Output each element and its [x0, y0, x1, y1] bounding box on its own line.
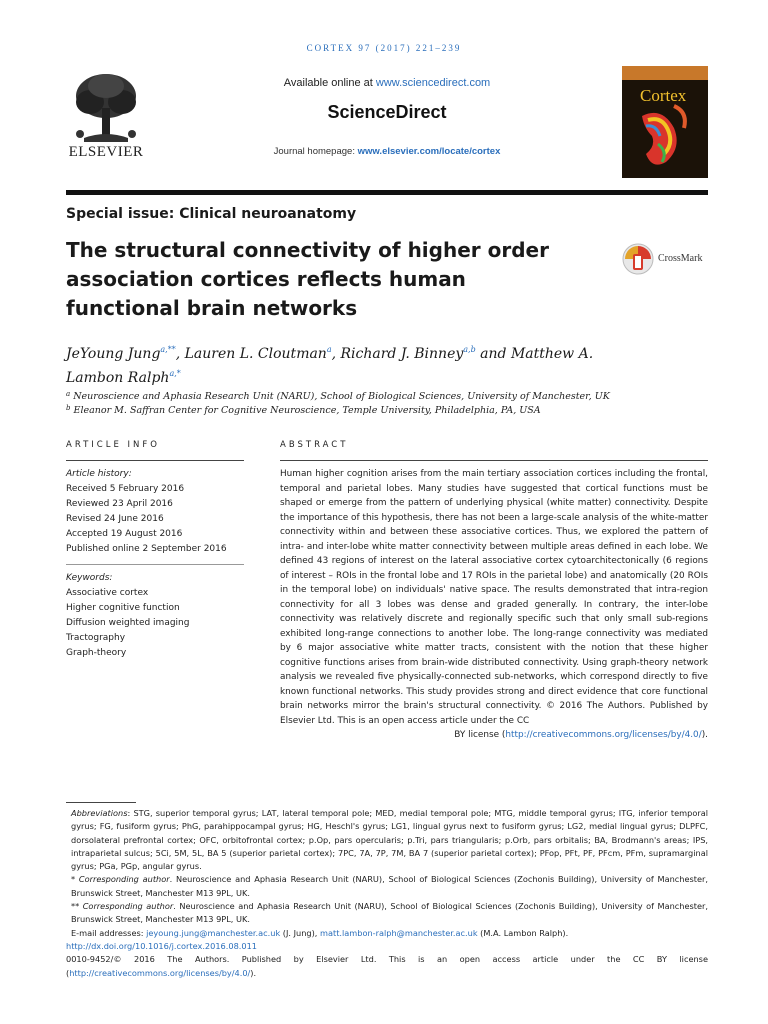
affiliation-mark: a: [66, 390, 71, 398]
history-item: Published online 2 September 2016: [66, 544, 227, 554]
email-link[interactable]: jeyoung.jung@manchester.ac.uk: [146, 927, 281, 938]
corresponding-text: . Neuroscience and Aphasia Research Unit (NARU), School of Biological Sciences (Zochonis Building), University of Manchester, Brunswick Street, Manchester M13 9PL, UK.: [71, 874, 708, 898]
publisher-name: ELSEVIER: [68, 144, 144, 160]
abstract-body: [280, 467, 708, 728]
crossmark-label: CrossMark: [658, 253, 703, 264]
cover-title: Cortex: [640, 86, 687, 105]
journal-homepage-link[interactable]: www.elsevier.com/locate/cortex: [357, 146, 501, 157]
special-issue-label: Special issue: Clinical neuroanatomy: [66, 206, 357, 222]
footnote-mark: **: [71, 901, 83, 912]
available-online-line: [66, 77, 708, 89]
footnotes: [66, 807, 708, 980]
affiliation-text: Neuroscience and Aphasia Research Unit (NARU), School of Biological Sciences, University of Manchester, UK: [73, 391, 610, 402]
article-title: The structural connectivity of higher order association cortices reflects human functional brain networks: [66, 238, 549, 320]
affiliation-mark: b: [66, 404, 71, 412]
author-affil-mark[interactable]: a: [326, 345, 332, 354]
corresponding-author-note: [66, 873, 708, 900]
corresponding-text: . Neuroscience and Aphasia Research Unit (NARU), School of Biological Sciences (Zochonis Building), University of Manchester, Brunswick Street, Manchester M13 9PL, UK.: [71, 901, 708, 925]
journal-masthead: [66, 62, 708, 184]
license-prefix: BY license (: [454, 730, 506, 740]
author-name: JeYoung Jung: [66, 346, 161, 362]
issn-suffix: ).: [250, 967, 257, 978]
email-owner: (J. Jung),: [280, 927, 320, 938]
keywords: [66, 564, 244, 661]
sciencedirect-link[interactable]: www.sciencedirect.com: [375, 77, 491, 89]
history-item: Accepted 19 August 2016: [66, 529, 183, 539]
abstract-section: [280, 440, 708, 743]
affiliation-a: [66, 390, 666, 402]
history-item: Revised 24 June 2016: [66, 514, 164, 524]
author-list: [66, 340, 626, 388]
abstract-license: [280, 728, 708, 743]
crossmark-badge[interactable]: [622, 242, 712, 276]
abstract-heading: ABSTRACT: [280, 440, 708, 461]
issn-text: 0010-9452/© 2016 The Authors. Published by Elsevier Ltd. This is an open access article under the CC BY license (: [66, 954, 708, 978]
journal-cover-image: [622, 66, 708, 178]
footnote-rule: [66, 802, 136, 803]
journal-homepage-line: [66, 146, 708, 157]
keywords-label: Keywords:: [66, 573, 113, 583]
issn-license-line: [66, 953, 708, 980]
history-item: Received 5 February 2016: [66, 484, 185, 494]
abbreviations-note: [66, 807, 708, 873]
abstract-text: Human higher cognition arises from the main tertiary association cortices including the frontal, temporal and parietal lobes. Many studies have suggested that cortical functions must be shaped or emerge from the pattern of underlying physical (white matter) connectivity. Despite the importance of this hypothesis, there has not been a large-scale analysis of the white-matter connectivity within and between these associative cortices. Thus, we explored the pattern of intra- and inter-lobe white matter connectivity between multiple areas defined in each lobe. We defined 43 regions of interest on the lateral associative cortex cytoarchitectonically (6 regions of interest – ROIs in the frontal lobe and 17 ROIs in the parietal lobe) and anatomically (20 ROIs in the temporal lobe) on individuals' native space. The results demonstrated that intra-region connectivity for all 3 lobes was dense and graded generally. In contrary, the inter-lobe connectivity was relatively discrete and regionally specific such that only small sub-regions exhibited long-range connections to another lobe. The long-range connectivity was mediated by 6 major associative white matter tracts, consistent with the notion that these higher cognitive functions arises from brain-wide distributed connectivity. Using graph-theory network analysis we revealed five physically-connected sub-networks, which correspond directly to five known functional networks. This study provides strong and direct evidence that core functional brain networks mirror the brain's structural connectivity.: [280, 469, 708, 711]
abbreviations-text: : STG, superior temporal gyrus; LAT, lateral temporal pole; MED, medial temporal pole; MTG, middle temporal gyrus; ITG, inferior temporal gyrus; FG, fusiform gyrus; PhG, parahippocampal gyrus; HG, Heschl's gyrus; LG1, lingual gyrus next to fusiform gyrus; LG2, medial lingual gyrus; DLPFC, dorsolateral prefrontal cortex; OFC, orbitofrontal cortex; p.Op, pars opercularis; p.Tri, pars triangularis; p.Orb, pars orbitalis; BA, Brodmann's areas; IPS, intraparietal sulcus; 5Ci, 5M, 5L, BA 5 (superior parietal cortex); 7PC, 7A, 7P, 7M, BA 7 (superior parietal cortex); PFop, PFt, PF, PFcm, PFm, supramarginal gyrus; PGa, PGp, angular gyrus.: [71, 808, 708, 872]
author-sep: and: [475, 346, 511, 362]
abstract-copyright: © 2016 The Authors. Published by Elsevier Ltd. This is an open access article under the CC: [280, 701, 708, 726]
masthead-divider: [66, 190, 708, 195]
platform-name: ScienceDirect: [327, 102, 447, 122]
doi-line: [66, 940, 708, 953]
issn-license-link[interactable]: http://creativecommons.org/licenses/by/4.0/: [69, 967, 251, 978]
affiliation-text: Eleanor M. Saffran Center for Cognitive Neuroscience, Temple University, Philadelphia, PA, USA: [73, 405, 541, 416]
author-sep: ,: [175, 346, 185, 362]
footnote-mark: *: [71, 874, 79, 885]
brain-tractography-image: [622, 66, 708, 178]
running-head: CORTEX 97 (2017) 221–239: [306, 43, 462, 53]
keyword-item: Tractography: [66, 633, 126, 643]
article-info-heading: ARTICLE INFO: [66, 440, 244, 461]
email-prefix: E-mail addresses:: [71, 927, 147, 938]
corresponding-label: Corresponding author: [78, 874, 170, 885]
keyword-item: Graph-theory: [66, 648, 127, 658]
keyword-item: Diffusion weighted imaging: [66, 618, 190, 628]
email-link[interactable]: matt.lambon-ralph@manchester.ac.uk: [320, 927, 478, 938]
history-item: Reviewed 23 April 2016: [66, 499, 173, 509]
homepage-prefix: Journal homepage:: [273, 146, 355, 157]
affiliation-b: [66, 404, 666, 416]
article-info-section: [66, 440, 244, 661]
doi-link[interactable]: http://dx.doi.org/10.1016/j.cortex.2016.08.011: [66, 940, 258, 951]
crossmark-icon: [622, 242, 654, 276]
corresponding-author-note: [66, 900, 708, 927]
author-sep: ,: [331, 346, 341, 362]
author-affil-mark[interactable]: a,**: [160, 345, 176, 354]
author-name: Richard J. Binney: [340, 346, 464, 362]
license-suffix: ).: [701, 730, 708, 740]
author-affil-mark[interactable]: a,*: [169, 369, 181, 378]
abbreviations-label: Abbreviations: [71, 808, 128, 818]
email-addresses: [66, 927, 708, 940]
license-link[interactable]: http://creativecommons.org/licenses/by/4.0/: [505, 730, 702, 740]
article-history: [66, 467, 244, 557]
author-name: Lauren L. Cloutman: [184, 346, 327, 362]
keyword-item: Associative cortex: [66, 588, 149, 598]
email-owner: (M.A. Lambon Ralph).: [477, 927, 569, 938]
available-prefix: Available online at: [283, 77, 373, 89]
keyword-item: Higher cognitive function: [66, 603, 180, 613]
author-affil-mark[interactable]: a,b: [463, 345, 476, 354]
corresponding-label: Corresponding author: [82, 901, 174, 912]
author-name: Matthew A. Lambon Ralph: [66, 346, 594, 386]
history-label: Article history:: [66, 469, 132, 479]
